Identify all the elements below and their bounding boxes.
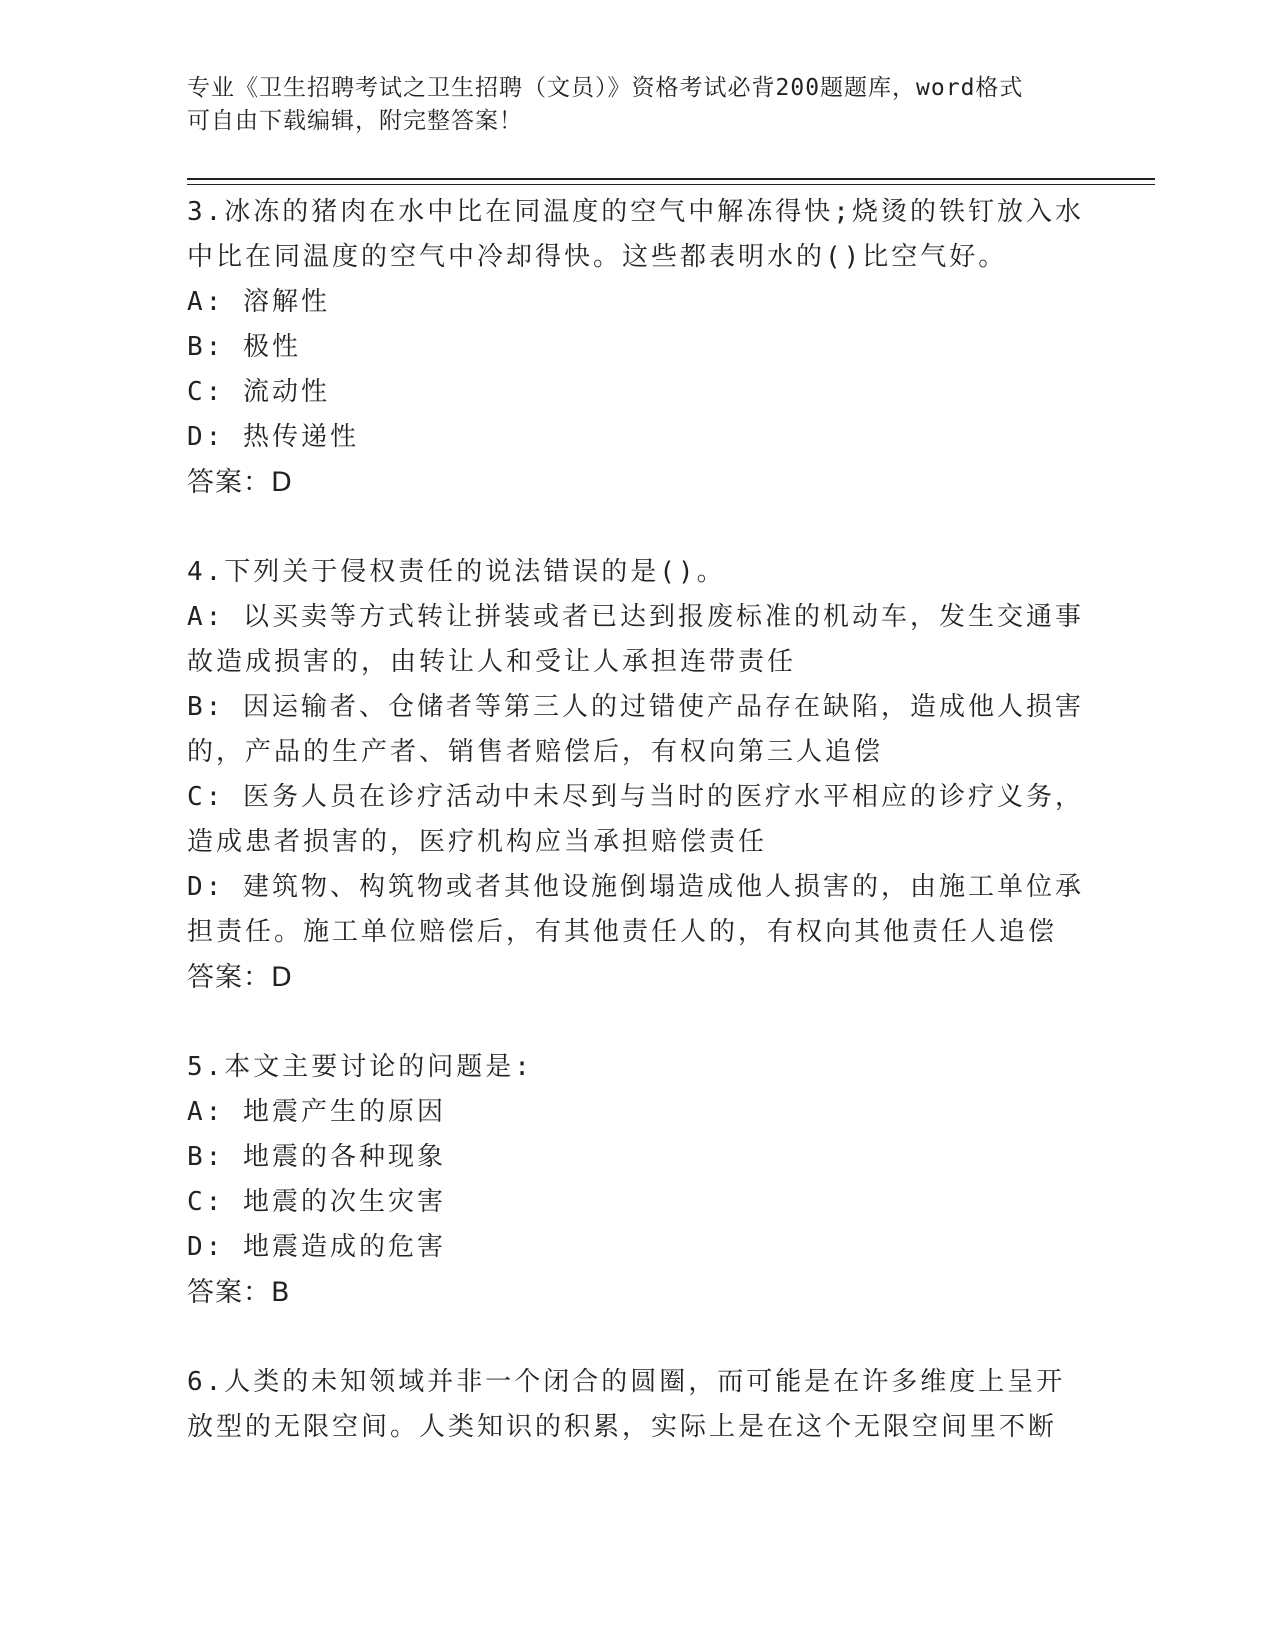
question-stem-line: 3.冰冻的猪肉在水中比在同温度的空气中解冻得快;烧烫的铁钉放入水 bbox=[187, 197, 1084, 227]
option-a-continued: 故造成损害的，由转让人和受让人承担连带责任 bbox=[187, 647, 797, 677]
question-stem-line: 放型的无限空间。人类知识的积累，实际上是在这个无限空间里不断 bbox=[187, 1412, 1058, 1442]
option-b: B: 因运输者、仓储者等第三人的过错使产品存在缺陷，造成他人损害 bbox=[187, 692, 1084, 722]
option-d: D: 建筑物、构筑物或者其他设施倒塌造成他人损害的，由施工单位承 bbox=[187, 872, 1084, 902]
question-stem-line: 中比在同温度的空气中冷却得快。这些都表明水的()比空气好。 bbox=[187, 242, 1008, 272]
option-b: B: 极性 bbox=[187, 332, 301, 362]
question-4 bbox=[187, 550, 1084, 1000]
option-a: A: 地震产生的原因 bbox=[187, 1097, 446, 1127]
option-a: A: 溶解性 bbox=[187, 287, 330, 317]
option-d-continued: 担责任。施工单位赔偿后，有其他责任人的，有权向其他责任人追偿 bbox=[187, 917, 1058, 947]
option-a: A: 以买卖等方式转让拼装或者已达到报废标准的机动车，发生交通事 bbox=[187, 602, 1084, 632]
question-gap bbox=[187, 1000, 1067, 1045]
question-3 bbox=[187, 190, 1084, 505]
question-gap bbox=[187, 1315, 1067, 1360]
option-c: C: 流动性 bbox=[187, 377, 330, 407]
header-line-1: 专业《卫生招聘考试之卫生招聘（文员）》资格考试必背200题题库，word格式 bbox=[187, 75, 1024, 101]
option-b-continued: 的，产品的生产者、销售者赔偿后，有权向第三人追偿 bbox=[187, 737, 884, 767]
question-gap bbox=[187, 505, 1067, 550]
answer-line: 答案：D bbox=[187, 962, 293, 993]
answer-line: 答案：D bbox=[187, 467, 293, 498]
answer-line: 答案：B bbox=[187, 1277, 291, 1308]
option-d: D: 热传递性 bbox=[187, 422, 359, 452]
document-header bbox=[187, 72, 1067, 138]
header-divider-thin bbox=[187, 184, 1155, 185]
question-6 bbox=[187, 1360, 1067, 1450]
question-list bbox=[187, 190, 1084, 1450]
option-c: C: 地震的次生灾害 bbox=[187, 1187, 446, 1217]
option-c: C: 医务人员在诊疗活动中未尽到与当时的医疗水平相应的诊疗义务， bbox=[187, 782, 1084, 812]
option-d: D: 地震造成的危害 bbox=[187, 1232, 446, 1262]
question-stem-line: 5.本文主要讨论的问题是: bbox=[187, 1052, 533, 1082]
header-divider-thick bbox=[187, 178, 1155, 180]
question-5 bbox=[187, 1045, 1067, 1315]
option-c-continued: 造成患者损害的，医疗机构应当承担赔偿责任 bbox=[187, 827, 768, 857]
question-stem-line: 4.下列关于侵权责任的说法错误的是()。 bbox=[187, 557, 726, 587]
header-line-2: 可自由下载编辑，附完整答案！ bbox=[187, 108, 523, 134]
question-stem-line: 6.人类的未知领域并非一个闭合的圆圈，而可能是在许多维度上呈开 bbox=[187, 1367, 1066, 1397]
option-b: B: 地震的各种现象 bbox=[187, 1142, 446, 1172]
